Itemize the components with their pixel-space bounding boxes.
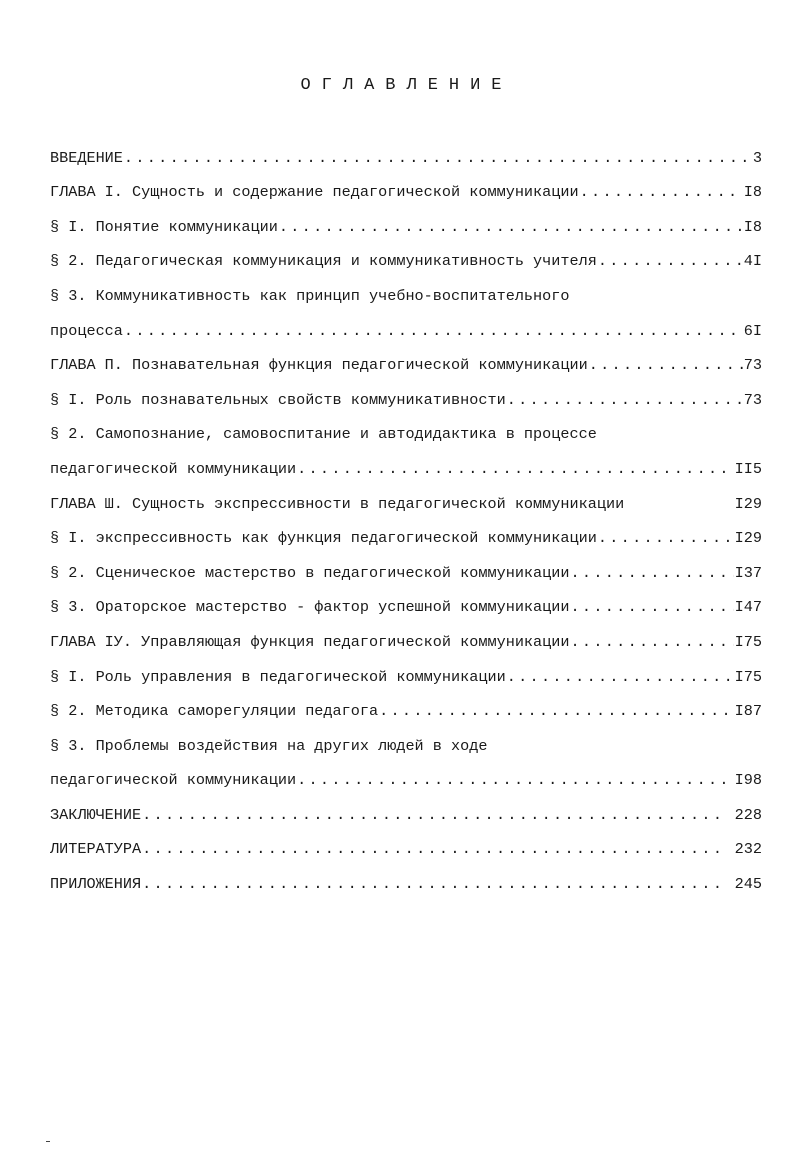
toc-page: I47 (734, 598, 762, 617)
dot-leader (142, 805, 726, 825)
toc-label: ГЛАВА Ш. Сущность экспрессивности в педагогической коммуникации (50, 494, 625, 513)
toc-page: 73 (743, 356, 762, 375)
toc-page: I29 (734, 494, 762, 513)
toc-label: ПРИЛОЖЕНИЯ (50, 875, 142, 894)
page-title: ОГЛАВЛЕНИЕ (300, 76, 513, 95)
toc-entry-continuation (50, 306, 762, 341)
toc-label: § I. Роль познавательных свойств коммуникативности (50, 390, 506, 409)
toc-label: § 3. Коммуникативность как принцип учебно-воспитательного (50, 286, 570, 305)
toc-entry-section (50, 514, 762, 549)
toc-entry-section (50, 410, 762, 445)
toc-entry-chapter-2 (50, 341, 762, 376)
dot-leader (580, 182, 743, 202)
toc-label: § I. Понятие коммуникации (50, 217, 278, 236)
toc-entry-section (50, 583, 762, 618)
toc-label: § 2. Сценическое мастерство в педагогической коммуникации (50, 563, 570, 582)
toc-page: I75 (734, 667, 762, 686)
toc-label: ГЛАВА IУ. Управляющая функция педагогической коммуникации (50, 632, 570, 651)
dot-leader (571, 563, 734, 583)
toc-entry-section (50, 687, 762, 722)
table-of-contents (50, 133, 762, 894)
dot-leader (571, 597, 734, 617)
toc-page: I37 (734, 563, 762, 582)
toc-page: II5 (734, 459, 762, 478)
dot-leader (279, 217, 743, 237)
toc-page: 4I (743, 252, 762, 271)
dot-leader (297, 770, 726, 790)
toc-page: 3 (752, 148, 762, 167)
toc-entry-section (50, 375, 762, 410)
toc-page: 6I (743, 321, 762, 340)
toc-entry-appendices (50, 859, 762, 894)
toc-entry-chapter-3 (50, 479, 762, 514)
toc-page: I8 (743, 217, 762, 236)
toc-entry-continuation (50, 444, 762, 479)
dot-leader (507, 390, 743, 410)
dot-leader (507, 667, 734, 687)
toc-page: I87 (734, 702, 762, 721)
toc-page: I29 (734, 529, 762, 548)
dot-leader (142, 839, 726, 859)
toc-entry-conclusion (50, 790, 762, 825)
toc-label: педагогической коммуникации (50, 771, 297, 790)
dot-leader (124, 148, 752, 168)
dot-leader (589, 355, 743, 375)
dot-leader (124, 321, 743, 341)
toc-entry-continuation (50, 756, 762, 791)
dot-leader (142, 874, 726, 894)
toc-label: § 2. Самопознание, самовоспитание и автодидактика в процессе (50, 425, 597, 444)
toc-page: 245 (734, 875, 762, 894)
toc-label: § I. экспрессивность как функция педагогической коммуникации (50, 529, 597, 548)
toc-page: 73 (743, 390, 762, 409)
toc-label: ВВЕДЕНИЕ (50, 148, 123, 167)
toc-entry-literature (50, 825, 762, 860)
toc-page: 232 (734, 840, 762, 859)
toc-label: ЗАКЛЮЧЕНИЕ (50, 805, 142, 824)
toc-page: I8 (743, 183, 762, 202)
toc-label: ГЛАВА I. Сущность и содержание педагогической коммуникации (50, 183, 579, 202)
toc-label: § I. Роль управления в педагогической коммуникации (50, 667, 506, 686)
dot-leader (598, 251, 743, 271)
dot-leader (598, 528, 734, 548)
dot-leader (379, 701, 734, 721)
toc-label: § 2. Методика саморегуляции педагога (50, 702, 379, 721)
toc-label: педагогической коммуникации (50, 459, 297, 478)
toc-page: I98 (734, 771, 762, 790)
toc-label: § 3. Ораторское мастерство - фактор успешной коммуникации (50, 598, 570, 617)
toc-entry-section (50, 721, 762, 756)
toc-entry-chapter-4 (50, 617, 762, 652)
dot-leader (571, 632, 734, 652)
toc-entry-section (50, 237, 762, 272)
toc-label: ГЛАВА П. Познавательная функция педагогической коммуникации (50, 356, 588, 375)
toc-label: § 2. Педагогическая коммуникация и коммуникативность учителя (50, 252, 597, 271)
toc-entry-section (50, 548, 762, 583)
toc-entry-chapter-1 (50, 168, 762, 203)
toc-label: § 3. Проблемы воздействия на других людей в ходе (50, 736, 488, 755)
toc-entry-section (50, 652, 762, 687)
toc-label: ЛИТЕРАТУРА (50, 840, 142, 859)
dot-leader (297, 459, 734, 479)
toc-label: процесса (50, 321, 123, 340)
scan-speck (46, 1141, 50, 1142)
toc-entry-introduction (50, 133, 762, 168)
toc-entry-section (50, 202, 762, 237)
toc-entry-section (50, 271, 762, 306)
toc-page: I75 (734, 632, 762, 651)
toc-page: 228 (734, 805, 762, 824)
